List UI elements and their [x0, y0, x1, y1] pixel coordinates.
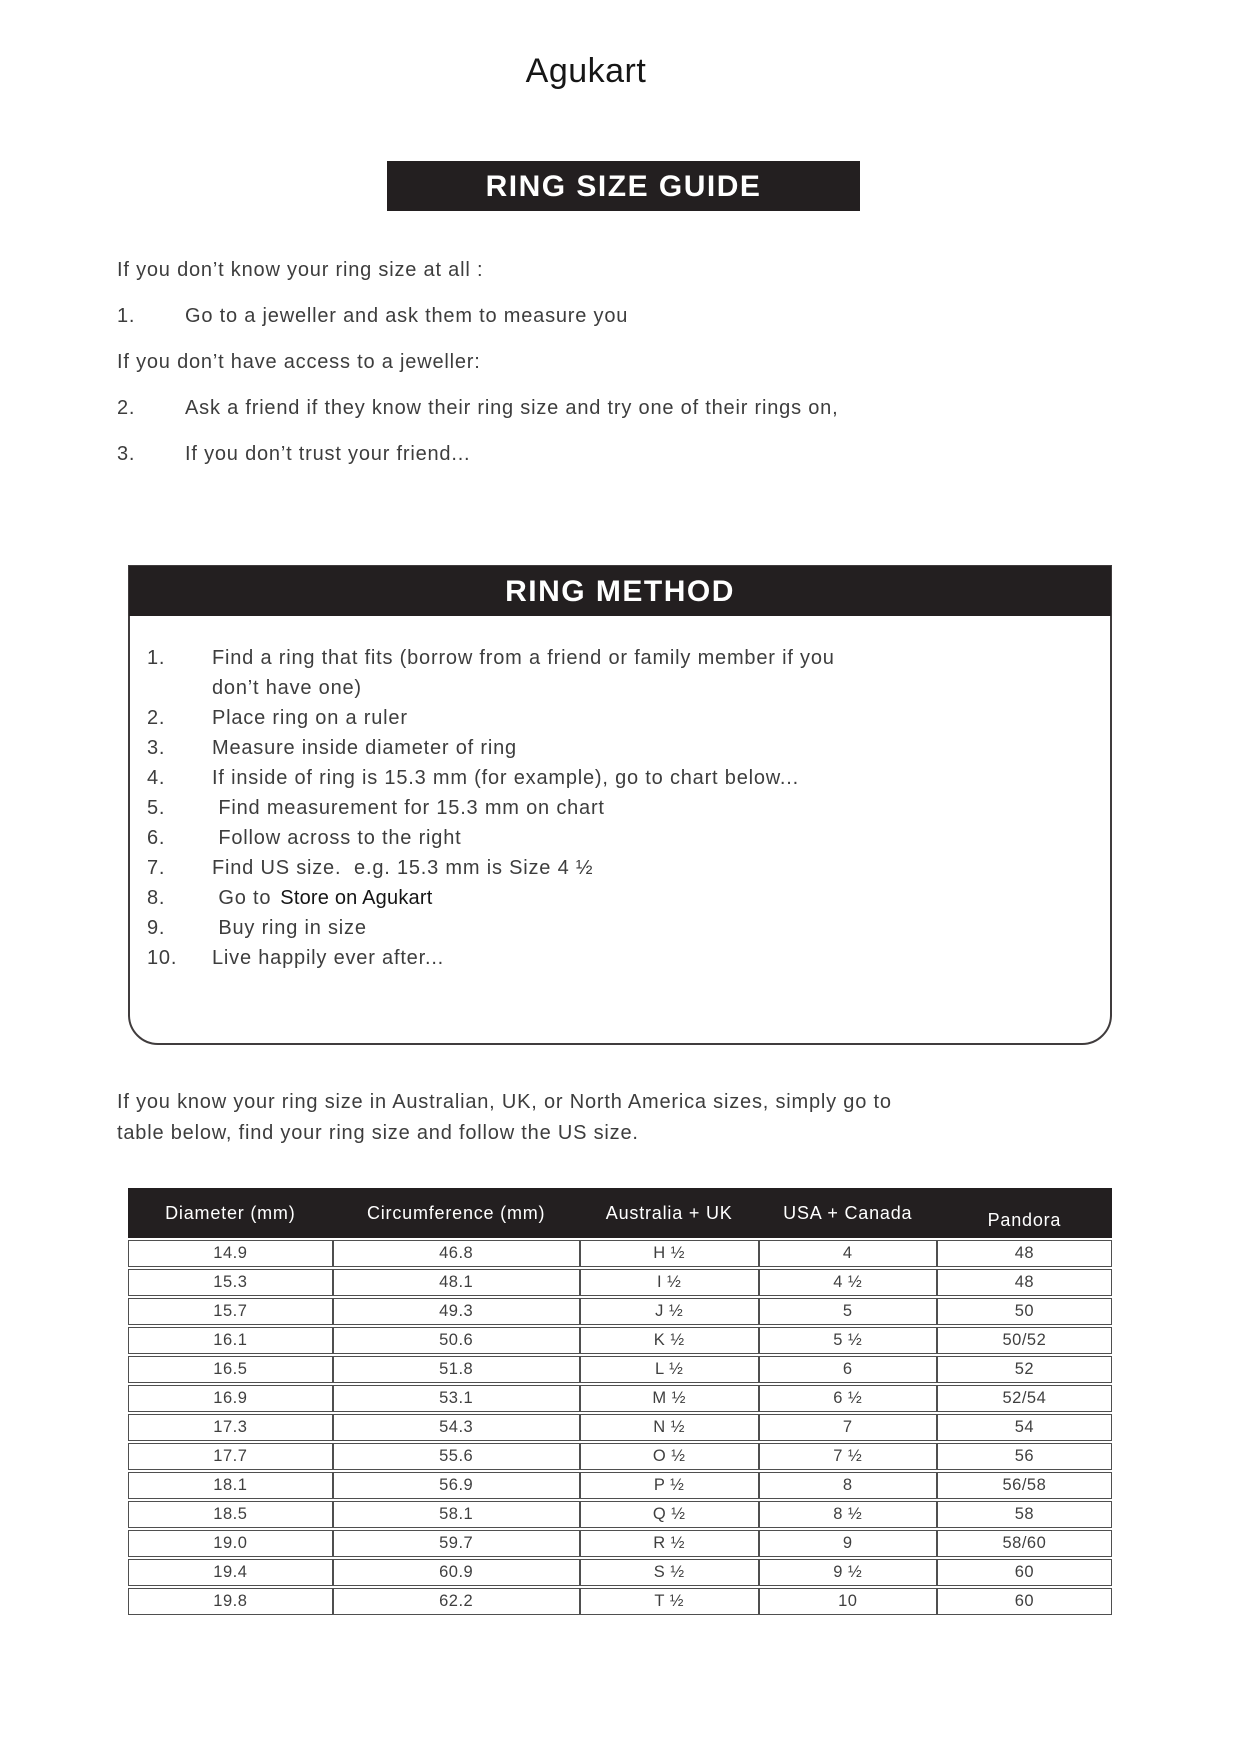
table-cell: 58.1	[333, 1501, 580, 1528]
method-step-number: 10.	[147, 947, 178, 969]
table-cell: Q ½	[580, 1501, 759, 1528]
intro-line	[117, 259, 1127, 285]
table-cell: 10	[759, 1588, 937, 1615]
table-row	[128, 1501, 1112, 1528]
note-line-2: table below, find your ring size and follow the US size.	[117, 1122, 639, 1144]
method-step-number: 2.	[147, 707, 166, 729]
store-on-agukart-link[interactable]: Store on Agukart	[280, 887, 433, 909]
intro-step-number: 1.	[117, 305, 136, 327]
table-cell: 48	[937, 1240, 1112, 1267]
table-cell: 8 ½	[759, 1501, 937, 1528]
method-step	[147, 853, 1086, 883]
intro-line-text: Go to a jeweller and ask them to measure you	[185, 305, 629, 327]
method-step-number: 4.	[147, 767, 166, 789]
table-cell: 53.1	[333, 1385, 580, 1412]
table-header-cell: Diameter (mm)	[128, 1188, 333, 1238]
table-cell: 15.7	[128, 1298, 333, 1325]
method-step	[147, 733, 1086, 763]
table-cell: 51.8	[333, 1356, 580, 1383]
method-step-text	[212, 643, 835, 703]
table-cell: 54.3	[333, 1414, 580, 1441]
method-step-line-2: don’t have one)	[212, 677, 362, 699]
size-table-wrap	[128, 1186, 1112, 1617]
intro-line	[117, 351, 1127, 377]
note-paragraph	[117, 1087, 1127, 1149]
table-row	[128, 1240, 1112, 1267]
intro-line-text: If you don’t have access to a jeweller:	[117, 351, 481, 373]
intro-step-number: 3.	[117, 443, 136, 465]
intro-line-text: Ask a friend if they know their ring size and try one of their rings on,	[185, 397, 839, 419]
table-cell: 48.1	[333, 1269, 580, 1296]
table-cell: 5	[759, 1298, 937, 1325]
method-steps	[130, 616, 1110, 973]
method-step-text: If inside of ring is 15.3 mm (for example), go to chart below...	[212, 767, 799, 789]
table-cell: 60	[937, 1588, 1112, 1615]
intro-step	[117, 397, 1127, 423]
table-cell: 49.3	[333, 1298, 580, 1325]
table-row	[128, 1588, 1112, 1615]
table-cell: 48	[937, 1269, 1112, 1296]
ring-method-header: RING METHOD	[129, 566, 1111, 616]
table-cell: 9	[759, 1530, 937, 1557]
table-cell: J ½	[580, 1298, 759, 1325]
method-step	[147, 823, 1086, 853]
method-step-text: Find measurement for 15.3 mm on chart	[212, 797, 605, 819]
table-cell: 19.4	[128, 1559, 333, 1586]
method-step-text: Place ring on a ruler	[212, 707, 408, 729]
table-cell: 19.8	[128, 1588, 333, 1615]
table-cell: 18.1	[128, 1472, 333, 1499]
method-step-text: Measure inside diameter of ring	[212, 737, 517, 759]
table-cell: 16.1	[128, 1327, 333, 1354]
table-header-cell: USA + Canada	[759, 1188, 937, 1238]
table-cell: 56	[937, 1443, 1112, 1470]
table-cell: T ½	[580, 1588, 759, 1615]
method-step-text-prefix: Go to	[212, 887, 272, 909]
table-row	[128, 1530, 1112, 1557]
ring-method-box	[128, 565, 1112, 1045]
method-step-number: 5.	[147, 797, 166, 819]
table-body	[128, 1240, 1112, 1615]
method-step-line-1: Find a ring that fits (borrow from a friend or family member if you	[212, 647, 835, 669]
table-cell: 15.3	[128, 1269, 333, 1296]
method-step	[147, 943, 1086, 973]
ring-size-guide-banner: RING SIZE GUIDE	[387, 161, 860, 211]
table-cell: 60	[937, 1559, 1112, 1586]
table-cell: 56.9	[333, 1472, 580, 1499]
method-step-number: 6.	[147, 827, 166, 849]
table-cell: 14.9	[128, 1240, 333, 1267]
table-cell: M ½	[580, 1385, 759, 1412]
intro-step	[117, 305, 1127, 331]
table-cell: 16.5	[128, 1356, 333, 1383]
method-step-text: Find US size. e.g. 15.3 mm is Size 4 ½	[212, 857, 594, 879]
method-step-text	[212, 883, 432, 913]
intro-line-text: If you don’t know your ring size at all :	[117, 259, 484, 281]
table-cell: 55.6	[333, 1443, 580, 1470]
method-step-number: 3.	[147, 737, 166, 759]
intro-step	[117, 443, 1127, 469]
table-head	[128, 1188, 1112, 1238]
method-step-text: Live happily ever after...	[212, 947, 445, 969]
table-cell: 6	[759, 1356, 937, 1383]
table-row	[128, 1356, 1112, 1383]
table-row	[128, 1298, 1112, 1325]
table-cell: S ½	[580, 1559, 759, 1586]
method-step	[147, 883, 1086, 913]
table-row	[128, 1559, 1112, 1586]
table-cell: I ½	[580, 1269, 759, 1296]
method-step	[147, 913, 1086, 943]
table-cell: 17.7	[128, 1443, 333, 1470]
method-step-text: Buy ring in size	[212, 917, 367, 939]
table-cell: 50/52	[937, 1327, 1112, 1354]
table-cell: 18.5	[128, 1501, 333, 1528]
table-cell: H ½	[580, 1240, 759, 1267]
table-cell: 52	[937, 1356, 1112, 1383]
method-step-number: 9.	[147, 917, 166, 939]
method-step	[147, 643, 1086, 703]
table-cell: 59.7	[333, 1530, 580, 1557]
intro-line-text: If you don’t trust your friend...	[185, 443, 471, 465]
table-cell: 7	[759, 1414, 937, 1441]
table-header-cell: Australia + UK	[580, 1188, 759, 1238]
table-row	[128, 1414, 1112, 1441]
method-step	[147, 793, 1086, 823]
table-cell: 8	[759, 1472, 937, 1499]
table-cell: 16.9	[128, 1385, 333, 1412]
table-cell: 56/58	[937, 1472, 1112, 1499]
table-cell: K ½	[580, 1327, 759, 1354]
table-cell: O ½	[580, 1443, 759, 1470]
table-row	[128, 1269, 1112, 1296]
table-cell: 4	[759, 1240, 937, 1267]
table-cell: 5 ½	[759, 1327, 937, 1354]
table-cell: 19.0	[128, 1530, 333, 1557]
table-cell: 9 ½	[759, 1559, 937, 1586]
brand-title: Agukart	[525, 52, 647, 90]
table-cell: 50	[937, 1298, 1112, 1325]
table-cell: 60.9	[333, 1559, 580, 1586]
method-step-text: Follow across to the right	[212, 827, 462, 849]
table-cell: 58/60	[937, 1530, 1112, 1557]
table-cell: P ½	[580, 1472, 759, 1499]
method-step	[147, 703, 1086, 733]
table-cell: N ½	[580, 1414, 759, 1441]
table-header-cell: Pandora	[937, 1188, 1112, 1238]
table-row	[128, 1327, 1112, 1354]
table-cell: 4 ½	[759, 1269, 937, 1296]
intro-section	[117, 259, 1127, 489]
intro-step-number: 2.	[117, 397, 136, 419]
method-step-number: 7.	[147, 857, 166, 879]
ring-size-table	[128, 1186, 1112, 1617]
table-cell: 58	[937, 1501, 1112, 1528]
table-cell: 7 ½	[759, 1443, 937, 1470]
method-step-number: 1.	[147, 647, 166, 669]
note-line-1: If you know your ring size in Australian, UK, or North America sizes, simply go to	[117, 1091, 892, 1113]
table-header-row	[128, 1188, 1112, 1238]
table-cell: 62.2	[333, 1588, 580, 1615]
method-step-number: 8.	[147, 887, 166, 909]
table-row	[128, 1443, 1112, 1470]
table-cell: 17.3	[128, 1414, 333, 1441]
table-cell: 50.6	[333, 1327, 580, 1354]
method-step	[147, 763, 1086, 793]
table-cell: 46.8	[333, 1240, 580, 1267]
table-row	[128, 1472, 1112, 1499]
table-cell: 6 ½	[759, 1385, 937, 1412]
table-cell: 54	[937, 1414, 1112, 1441]
table-cell: L ½	[580, 1356, 759, 1383]
table-row	[128, 1385, 1112, 1412]
table-cell: R ½	[580, 1530, 759, 1557]
table-cell: 52/54	[937, 1385, 1112, 1412]
table-header-cell: Circumference (mm)	[333, 1188, 580, 1238]
